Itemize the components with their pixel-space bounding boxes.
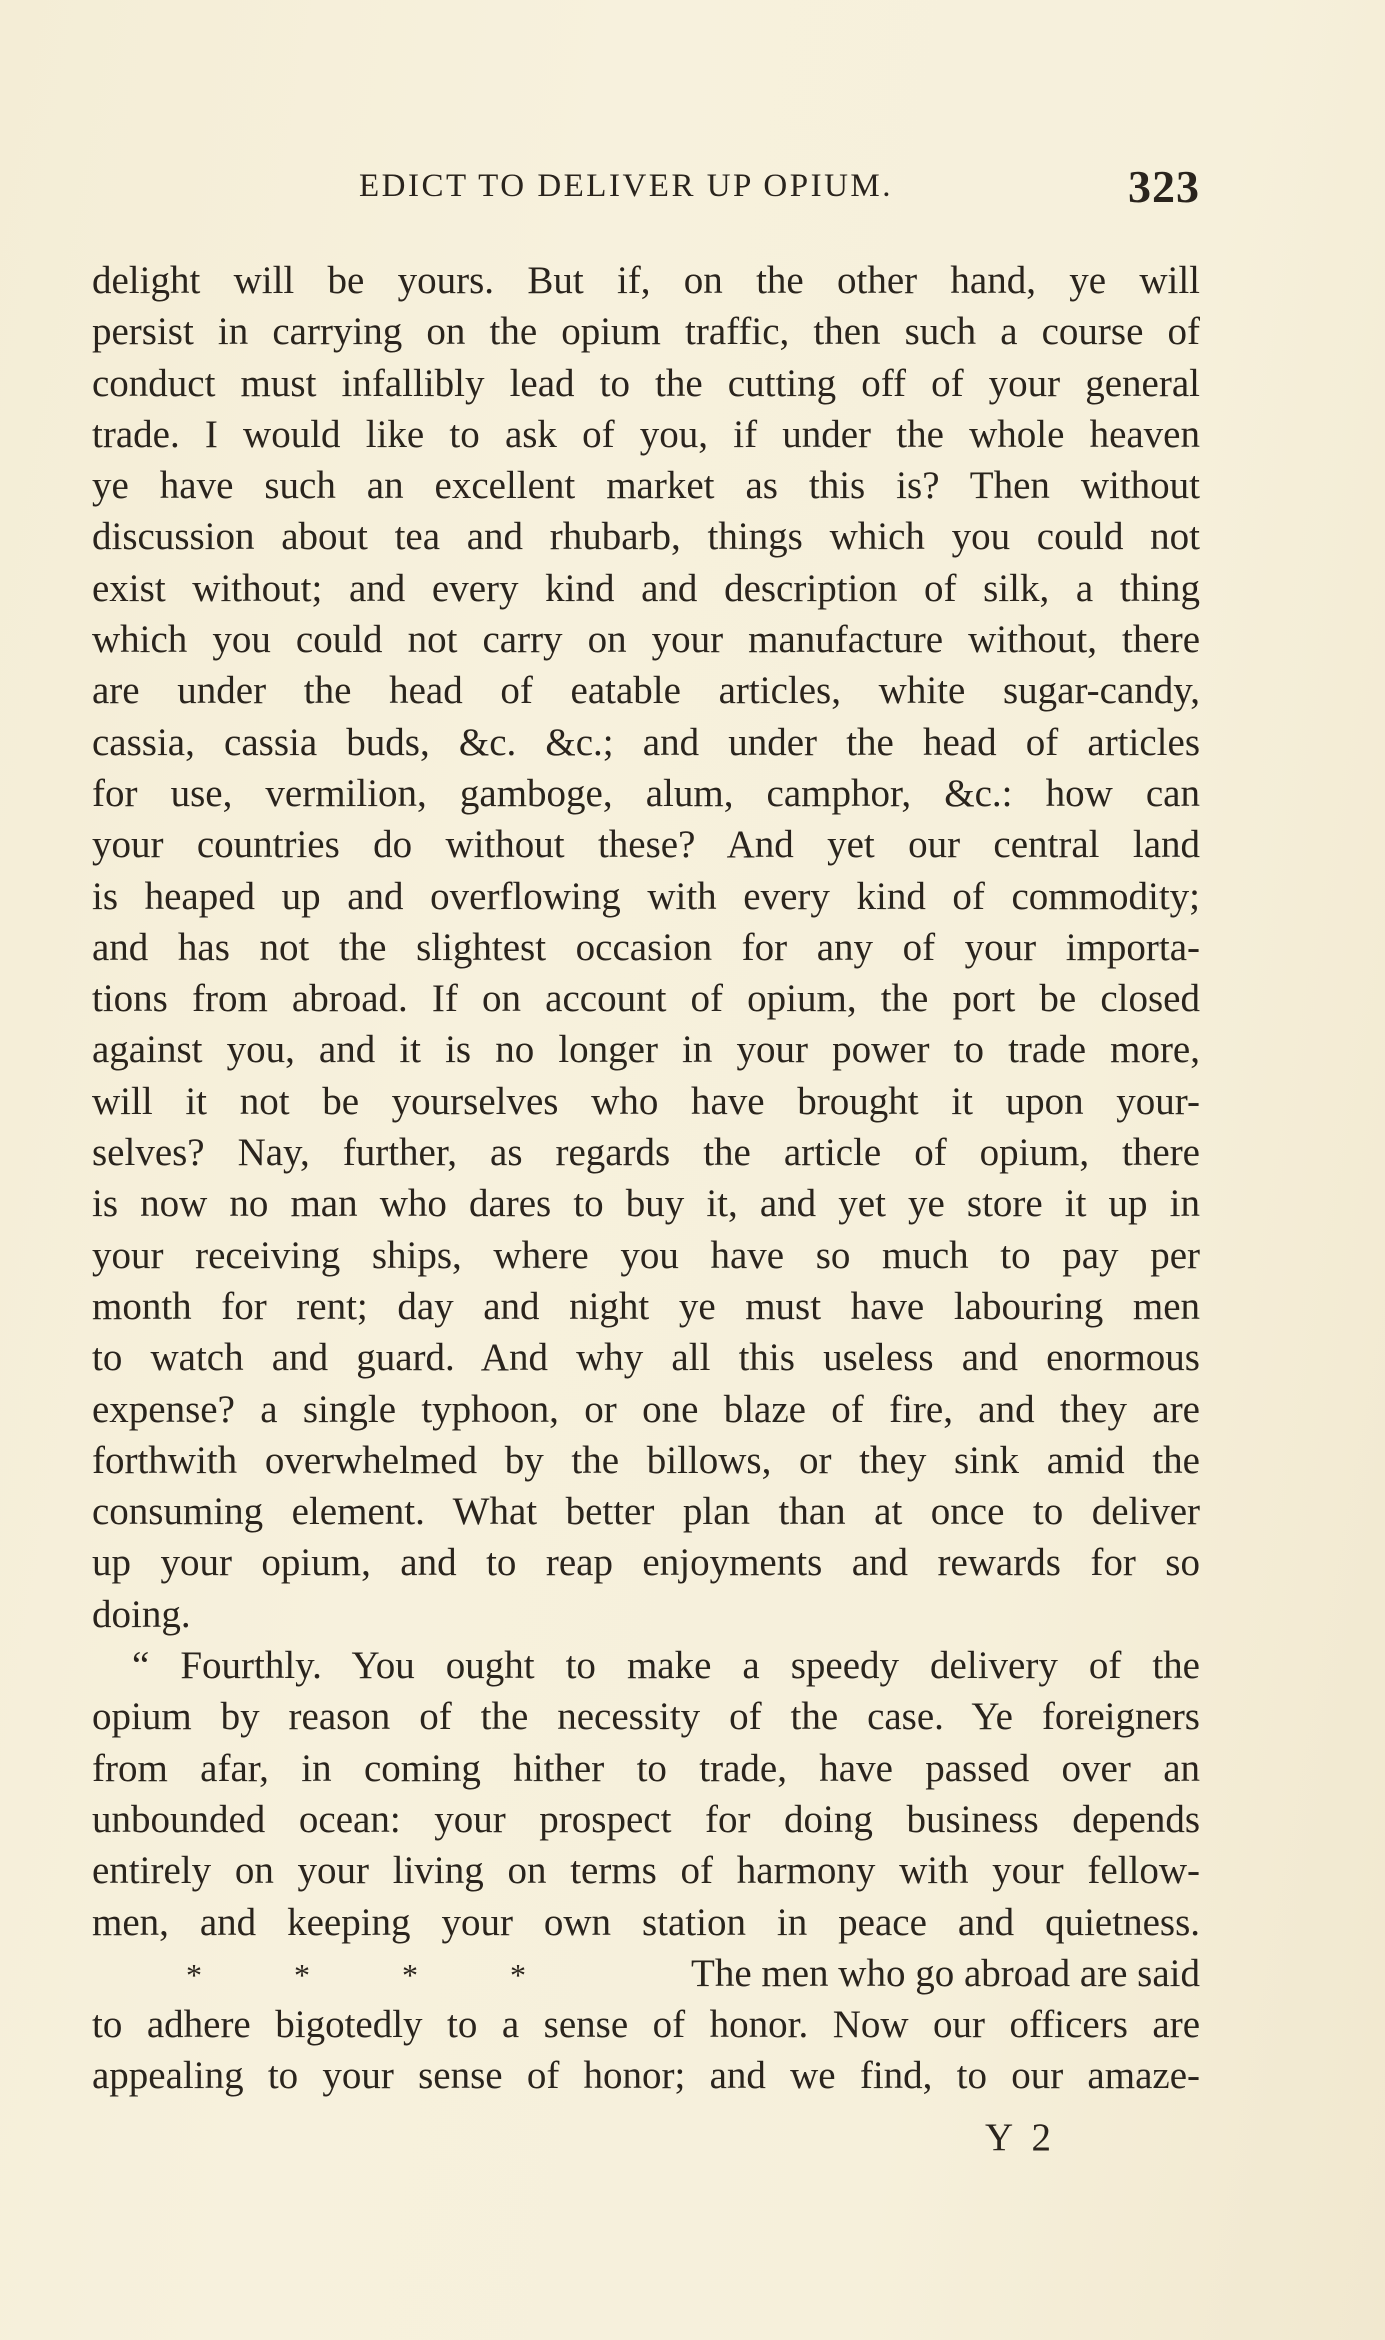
text-line: your receiving ships, where you have so much to pay per — [92, 1233, 1200, 1277]
text-line: will it not be yourselves who have brought it upon your- — [92, 1079, 1200, 1123]
ellipsis-stars-line — [92, 1948, 1200, 1999]
text-line: from afar, in coming hither to trade, have passed over an — [92, 1746, 1200, 1790]
text-line: month for rent; day and night ye must have labouring men — [92, 1284, 1200, 1328]
text-line: unbounded ocean: your prospect for doing business depends — [92, 1797, 1200, 1841]
text-line: is now no man who dares to buy it, and yet ye store it up in — [92, 1182, 1200, 1226]
text-line: entirely on your living on terms of harmony with your fellow- — [92, 1849, 1200, 1893]
signature-mark: Y 2 — [985, 2116, 1056, 2159]
asterisk-mark: * — [294, 1956, 310, 1993]
running-head: EDICT TO DELIVER UP OPIUM. — [358, 168, 894, 204]
text-line: against you, and it is no longer in your power to trade more, — [92, 1028, 1200, 1072]
page-number: 323 — [1128, 161, 1200, 212]
text-line: is heaped up and overflowing with every kind of commodity; — [92, 874, 1200, 918]
text-line: doing. — [92, 1592, 191, 1636]
text-line: ye have such an excellent market as this is? Then without — [92, 464, 1200, 508]
text-line: delight will be yours. But if, on the other hand, ye will — [92, 259, 1200, 302]
text-line: persist in carrying on the opium traffic, then such a course of — [92, 310, 1200, 354]
body-text — [92, 255, 1200, 2102]
text-line: exist without; and every kind and description of silk, a thing — [92, 566, 1200, 610]
text-line: consuming element. What better plan than at once to deliver — [92, 1490, 1200, 1534]
text-line: appealing to your sense of honor; and we find, to our amaze- — [92, 2054, 1200, 2098]
text-line: cassia, cassia buds, &c. &c.; and under the head of articles — [92, 720, 1200, 764]
text-line: conduct must infallibly lead to the cutting off of your general — [92, 361, 1200, 405]
paragraph-start-line: “ Fourthly. You ought to make a speedy delivery of the — [132, 1644, 1200, 1688]
text-line: discussion about tea and rhubarb, things which you could not — [92, 515, 1200, 559]
text-line: for use, vermilion, gamboge, alum, camphor, &c.: how can — [92, 771, 1200, 815]
text-line: tions from abroad. If on account of opium, the port be closed — [92, 977, 1200, 1021]
text-after-stars: The men who go abroad are said — [691, 1951, 1200, 1995]
text-line: expense? a single typhoon, or one blaze of fire, and they are — [92, 1387, 1200, 1431]
asterisk-mark: * — [186, 1956, 202, 1993]
text-line: are under the head of eatable articles, white sugar-candy, — [92, 669, 1200, 713]
text-line: which you could not carry on your manufacture without, there — [92, 618, 1200, 662]
text-line: forthwith overwhelmed by the billows, or they sink amid the — [92, 1438, 1200, 1482]
text-line: up your opium, and to reap enjoyments and rewards for so — [92, 1541, 1200, 1585]
page-header — [92, 160, 1200, 210]
text-line: selves? Nay, further, as regards the article of opium, there — [92, 1131, 1200, 1175]
text-line: opium by reason of the necessity of the case. Ye foreigners — [92, 1695, 1200, 1739]
asterisk-mark: * — [510, 1956, 526, 1993]
text-line: men, and keeping your own station in peace and quietness. — [92, 1900, 1200, 1944]
text-line: to watch and guard. And why all this useless and enormous — [92, 1336, 1200, 1380]
text-line: your countries do without these? And yet our central land — [92, 823, 1200, 867]
asterisk-mark: * — [402, 1956, 418, 1993]
text-line: and has not the slightest occasion for any of your importa- — [92, 925, 1200, 969]
text-line: trade. I would like to ask of you, if under the whole heaven — [92, 412, 1200, 456]
text-line: to adhere bigotedly to a sense of honor. Now our officers are — [92, 2003, 1200, 2047]
